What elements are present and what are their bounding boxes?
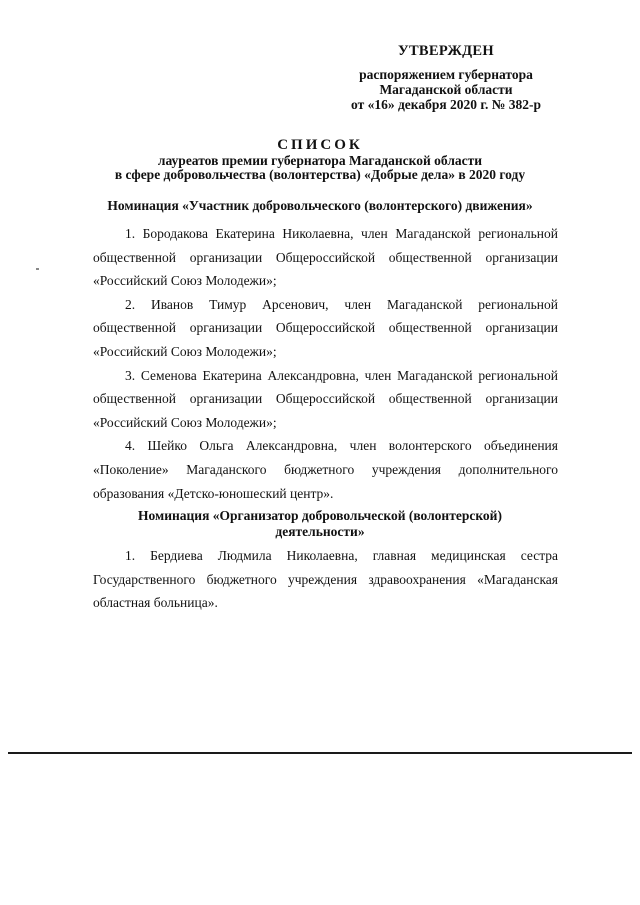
document-subtitle-line-2: в сфере добровольчества (волонтерства) «Добрые дела» в 2020 году (114, 167, 526, 182)
list-item: 1. Бердиева Людмила Николаевна, главная медицинская сестра Государственного бюджетного учреждения здравоохранения «Магаданская областная больница». (93, 548, 558, 611)
nomination-heading-participant: Номинация «Участник добровольческого (волонтерского) движения» (107, 198, 533, 213)
approval-line-3: от «16» декабря 2020 г. № 382-р (351, 97, 541, 112)
list-item: 2. Иванов Тимур Арсенович, член Магаданской региональной общественной организации Общероссийской общественной организации «Российский Союз Молодежи»; (93, 296, 558, 359)
scan-margin-mark (36, 268, 39, 270)
list-item: 3. Семенова Екатерина Александровна, член Магаданской региональной общественной организации Общероссийской общественной организации «Российский Союз Молодежи»; (93, 367, 558, 430)
document-subtitle-line-1: лауреатов премии губернатора Магаданской области (157, 153, 483, 168)
approval-heading: УТВЕРЖДЕН (398, 43, 494, 59)
approval-line-2: Магаданской области (379, 82, 513, 97)
nomination-list-participant (93, 222, 558, 505)
nomination-heading-line-2: деятельности» (275, 524, 365, 539)
nomination-heading-line-1: Номинация «Организатор добровольческой (волонтерской) (138, 508, 502, 523)
list-item: 4. Шейко Ольга Александровна, член волонтерского объединения «Поколение» Магаданского бюджетного учреждения дополнительного образования «Детско-юношеский центр». (93, 438, 558, 501)
document-title: СПИСОК (277, 137, 363, 153)
bottom-divider (8, 752, 632, 754)
nomination-list-organizer (93, 544, 558, 615)
approval-block (330, 44, 562, 112)
document-title-block (60, 136, 580, 182)
list-item: 1. Бородакова Екатерина Николаевна, член Магаданской региональной общественной организации Общероссийской общественной организации «Российский Союз Молодежи»; (93, 226, 558, 289)
nomination-heading-organizer (70, 508, 570, 540)
approval-line-1: распоряжением губернатора (359, 67, 533, 82)
